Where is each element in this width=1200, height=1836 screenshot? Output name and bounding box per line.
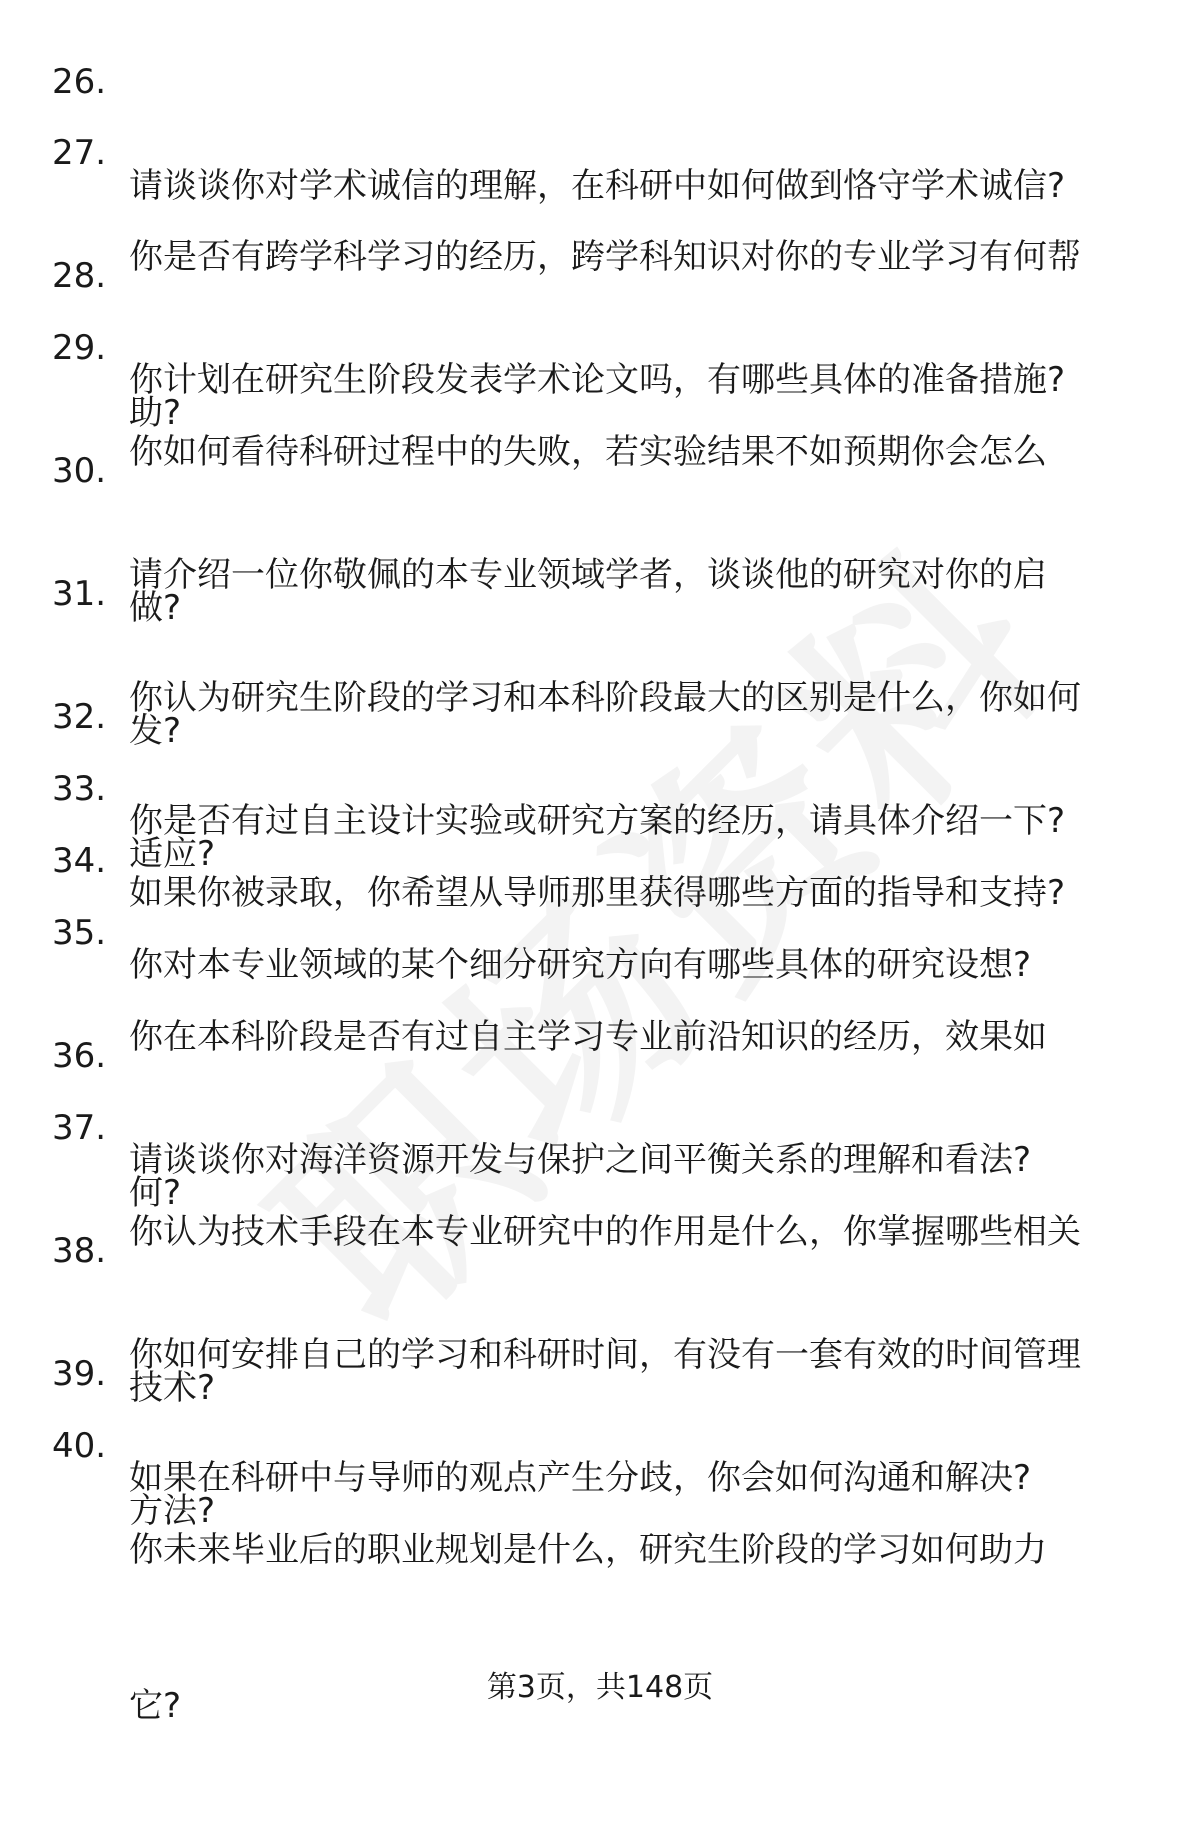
question-number: 33. (52, 769, 107, 809)
question-number: 35. (52, 913, 107, 953)
question-line: 方法? (129, 1491, 216, 1531)
question-line: 它? (129, 1686, 182, 1726)
question-line: 你计划在研究生阶段发表学术论文吗，有哪些具体的准备措施? (129, 360, 1066, 400)
question-number: 34. (52, 841, 107, 881)
question-number: 26. (52, 62, 107, 102)
question-line: 你如何看待科研过程中的失败，若实验结果不如预期你会怎么 (129, 432, 1047, 472)
question-number: 31. (52, 574, 107, 614)
question-line: 如果在科研中与导师的观点产生分歧，你会如何沟通和解决? (129, 1458, 1032, 1498)
question-line: 做? (129, 588, 182, 628)
question-number: 39. (52, 1354, 107, 1394)
question-line: 发? (129, 711, 182, 751)
question-line: 助? (129, 393, 182, 433)
page-footer: 第3页，共148页 (486, 1670, 714, 1705)
question-line: 如果你被录取，你希望从导师那里获得哪些方面的指导和支持? (129, 873, 1066, 913)
question-line: 何? (129, 1173, 182, 1213)
question-number: 28. (52, 256, 107, 296)
question-line: 你未来毕业后的职业规划是什么，研究生阶段的学习如何助力 (129, 1530, 1047, 1570)
question-line: 你认为技术手段在本专业研究中的作用是什么，你掌握哪些相关 (129, 1212, 1081, 1252)
question-line: 你认为研究生阶段的学习和本科阶段最大的区别是什么，你如何 (129, 678, 1081, 718)
question-number: 32. (52, 697, 107, 737)
question-number: 29. (52, 328, 107, 368)
question-number: 40. (52, 1426, 107, 1466)
question-number: 30. (52, 451, 107, 491)
question-number: 38. (52, 1231, 107, 1271)
question-line: 你如何安排自己的学习和科研时间，有没有一套有效的时间管理 (129, 1335, 1081, 1375)
question-line: 你是否有过自主设计实验或研究方案的经历，请具体介绍一下? (129, 801, 1066, 841)
question-line: 请谈谈你对海洋资源开发与保护之间平衡关系的理解和看法? (129, 1140, 1032, 1180)
question-line: 适应? (129, 834, 216, 874)
question-number: 27. (52, 133, 107, 173)
question-line: 你对本专业领域的某个细分研究方向有哪些具体的研究设想? (129, 945, 1032, 985)
question-number: 37. (52, 1108, 107, 1148)
question-line: 技术? (129, 1368, 216, 1408)
question-line: 你在本科阶段是否有过自主学习专业前沿知识的经历，效果如 (129, 1017, 1047, 1057)
question-line: 你是否有跨学科学习的经历，跨学科知识对你的专业学习有何帮 (129, 237, 1081, 277)
question-number: 36. (52, 1036, 107, 1076)
question-line: 请介绍一位你敬佩的本专业领域学者，谈谈他的研究对你的启 (129, 555, 1047, 595)
question-text (129, 1420, 1154, 1836)
question-line: 请谈谈你对学术诚信的理解，在科研中如何做到恪守学术诚信? (129, 166, 1066, 206)
